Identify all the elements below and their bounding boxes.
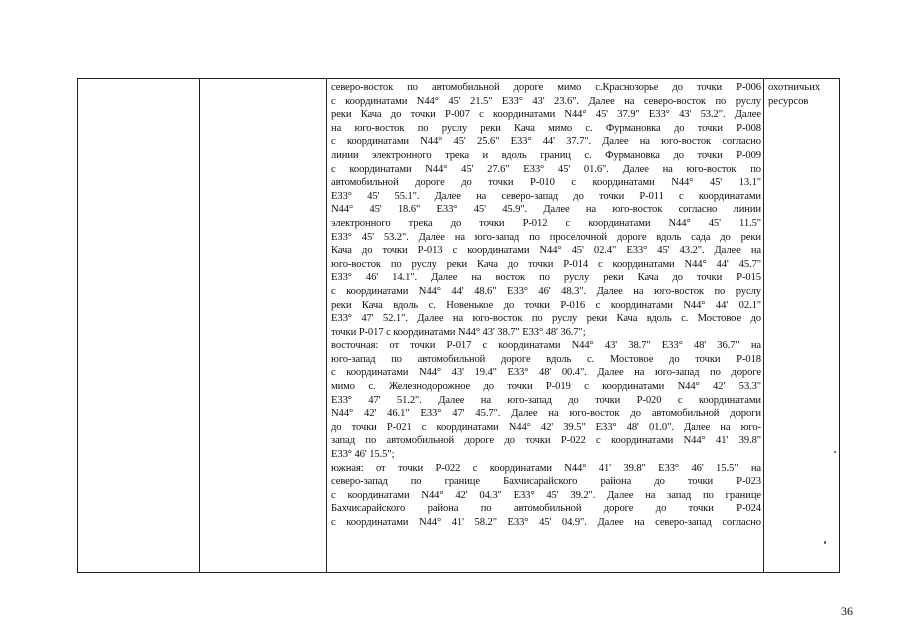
column-divider-2 — [326, 79, 327, 572]
page-number: 36 — [841, 604, 853, 618]
text-line: реки Кача до точки Р-007 с координатами N44° 45' 37.9" E33° 43' 53.2". Далее — [331, 109, 761, 121]
text-line: точки Р-017 с координатами N44° 43' 38.7" E33° 48' 36.7"; — [331, 326, 586, 338]
text-line: E33° 46' 14.1". Далее на восток по руслу реки Кача до точки Р-015 — [331, 272, 761, 284]
text-line: Кача до точки Р-013 с координатами N44° 45' 02.4" E33° 45' 43.2". Далее на — [331, 245, 761, 257]
scan-speck — [834, 451, 836, 453]
category-line: ресурсов — [768, 95, 809, 107]
text-line: юго-запад по автомобильной дороге вдоль с. Мостовое до точки Р-018 — [331, 353, 761, 365]
text-line: E33° 45' 55.1". Далее на северо-запад до точки Р-011 с координатами — [331, 190, 761, 202]
column-divider-1 — [199, 79, 200, 572]
text-line: юго-восток по руслу реки Кача до точки Р-014 с координатами N44° 44' 45.7" — [331, 258, 761, 270]
text-line: E33° 45' 53.2". Далее на юго-запад по проселочной дороге вдоль сада до реки — [331, 231, 761, 243]
text-line: северо-запад по границе Бахчисарайского района до точки Р-023 — [331, 476, 761, 488]
text-line: E33° 46' 15.5"; — [331, 449, 395, 461]
text-line: автомобильной дороге до точки Р-010 с координатами N44° 45' 13.1" — [331, 177, 761, 189]
text-line: реки Кача вдоль с. Новенькое до точки Р-016 с координатами N44° 44' 02.1" — [331, 299, 761, 311]
text-line: с координатами N44° 45' 25.6" E33° 44' 37.7". Далее на юго-восток согласно — [331, 136, 761, 148]
text-line: с координатами N44° 42' 04.3" E33° 45' 39.2". Далее на запад по границе — [331, 489, 761, 501]
text-line: с координатами N44° 44' 48.6" E33° 46' 48.3". Далее на юго-восток по руслу — [331, 285, 761, 297]
text-line: E33° 47' 52.1". Далее на юго-восток по руслу реки Кача вдоль с. Мостовое до — [331, 313, 761, 325]
text-line: северо-восток по автомобильной дороге мимо с.Краснозорье до точки Р-006 — [331, 82, 761, 93]
category-cell — [768, 81, 838, 108]
text-line: N44° 45' 18.6" E33° 45' 45.9". Далее на юго-восток согласно линии — [331, 204, 761, 216]
text-line: до точки Р-021 с координатами N44° 42' 39.5" E33° 48' 01.0". Далее на юго- — [331, 421, 761, 433]
text-line: с координатами N44° 45' 27.6" E33° 45' 01.6". Далее на юго-восток по — [331, 163, 761, 175]
text-line: запад по автомобильной дороге до точки Р-022 с координатами N44° 41' 39.8" — [331, 435, 761, 447]
text-line: южная: от точки Р-022 с координатами N44° 41' 39.8" E33° 46' 15.5" на — [331, 462, 761, 474]
text-line: с координатами N44° 41' 58.2" E33° 45' 04.9". Далее на северо-запад согласно — [331, 517, 761, 528]
text-line: с координатами N44° 45' 21.5" E33° 43' 23.6". Далее на северо-восток по руслу — [331, 95, 761, 107]
column-divider-3 — [763, 79, 764, 572]
text-line: Бахчисарайского района по автомобильной дороге до точки Р-024 — [331, 503, 761, 515]
text-line: с координатами N44° 43' 19.4" E33° 48' 00.4". Далее на юго-запад по дороге — [331, 367, 761, 379]
text-line: линии электронного трека и вдоль границ с. Фурмановка до точки Р-009 — [331, 149, 761, 161]
text-line: восточная: от точки Р-017 с координатами N44° 43' 38.7" E33° 48' 36.7" на — [331, 340, 761, 352]
text-line: N44° 42' 46.1" E33° 47' 45.7". Далее на юго-восток до автомобильной дороги — [331, 408, 761, 420]
document-table — [77, 78, 840, 573]
text-line: мимо с. Железнодорожное до точки Р-019 с координатами N44° 42' 53.3" — [331, 381, 761, 393]
scan-speck — [824, 541, 826, 544]
boundary-description-cell — [331, 81, 761, 530]
text-line: электронного трека до точки Р-012 с координатами N44° 45' 11.5" — [331, 217, 761, 229]
text-line: E33° 47' 51.2". Далее на юго-запад до точки Р-020 с координатами — [331, 394, 761, 406]
category-line: охотничьих — [768, 82, 821, 93]
text-line: на юго-восток по руслу реки Кача мимо с. Фурмановка до точки Р-008 — [331, 122, 761, 134]
